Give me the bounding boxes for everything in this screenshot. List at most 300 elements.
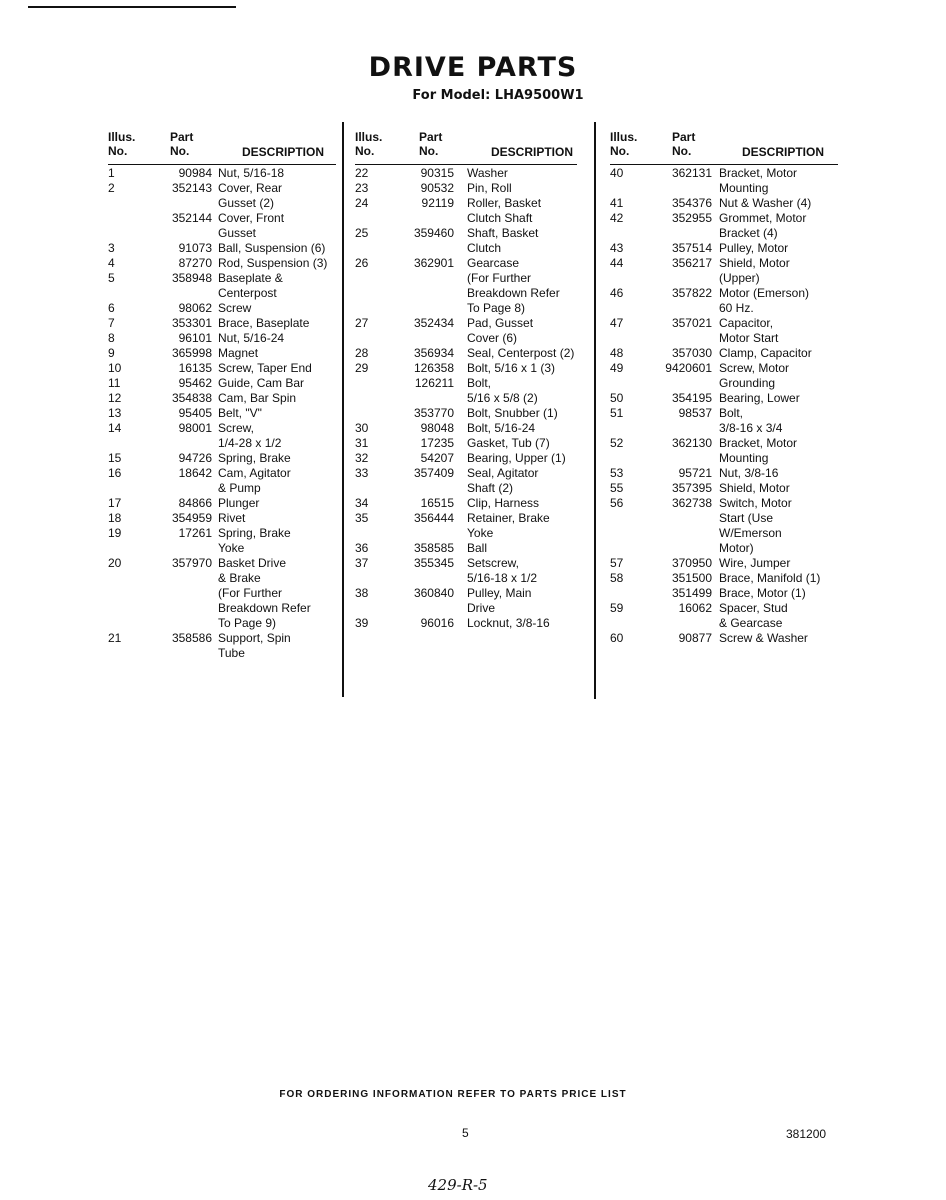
description-line: Setscrew,	[467, 556, 520, 570]
part-row	[355, 451, 577, 466]
part-row	[108, 256, 336, 271]
part-description	[218, 241, 336, 256]
description-header: DESCRIPTION	[242, 145, 325, 159]
illus-number: 21	[108, 631, 122, 645]
part-row	[355, 421, 577, 436]
description-line: & Pump	[218, 481, 261, 495]
description-line: Brace, Motor (1)	[719, 586, 806, 600]
illus-number: 9	[108, 346, 115, 360]
part-description	[719, 391, 838, 406]
description-line: Drive	[467, 601, 496, 615]
description-line: Shaft, Basket	[467, 226, 539, 240]
part-description	[719, 196, 838, 211]
description-line: Nut, 5/16-24	[218, 331, 285, 345]
part-description	[218, 271, 336, 301]
part-number: 16062	[678, 601, 712, 615]
part-number: 357970	[171, 556, 212, 570]
part-number: 362131	[671, 166, 712, 180]
illus-number: 6	[108, 301, 115, 315]
part-row	[355, 256, 577, 316]
part-description	[467, 556, 577, 586]
part-description	[719, 571, 838, 586]
illus-number: 8	[108, 331, 115, 345]
illus-number: 25	[355, 226, 369, 240]
description-line: Rod, Suspension (3)	[218, 256, 328, 270]
part-number: 351500	[671, 571, 712, 585]
description-line: Screw, Taper End	[218, 361, 312, 375]
description-line: & Gearcase	[719, 616, 783, 630]
part-description	[467, 196, 577, 226]
part-description	[218, 421, 336, 451]
description-line: (Upper)	[719, 271, 760, 285]
illus-number: 4	[108, 256, 115, 270]
part-description	[467, 166, 577, 181]
part-number: 90315	[420, 166, 454, 180]
part-number: 357514	[671, 241, 712, 255]
description-line: Bolt,	[467, 376, 492, 390]
description-line: 1/4-28 x 1/2	[218, 436, 282, 450]
description-line: Magnet	[218, 346, 259, 360]
part-description	[719, 481, 838, 496]
illus-header: Illus. No.	[108, 130, 136, 158]
part-number: 353301	[171, 316, 212, 330]
part-number: 357409	[413, 466, 454, 480]
part-description	[218, 301, 336, 316]
part-header: Part No.	[170, 130, 194, 158]
parts-rows	[108, 166, 336, 661]
illus-number: 11	[108, 376, 121, 390]
illus-number: 3	[108, 241, 115, 255]
part-row	[108, 391, 336, 406]
description-line: Yoke	[467, 526, 494, 540]
description-line: Brace, Manifold (1)	[719, 571, 821, 585]
part-description	[467, 451, 577, 466]
part-number: 352434	[413, 316, 454, 330]
part-row	[355, 196, 577, 226]
description-line: Clutch	[467, 241, 502, 255]
description-line: Mounting	[719, 451, 769, 465]
description-line: Roller, Basket	[467, 196, 542, 210]
illus-number: 17	[108, 496, 122, 510]
part-description	[719, 586, 838, 601]
illus-number: 49	[610, 361, 624, 375]
part-row	[355, 376, 577, 406]
description-line: Support, Spin	[218, 631, 291, 645]
description-line: (For Further	[218, 586, 283, 600]
description-line: Clip, Harness	[467, 496, 540, 510]
part-description	[218, 451, 336, 466]
parts-rows	[610, 166, 838, 646]
top-rule	[28, 6, 236, 8]
part-description	[719, 211, 838, 241]
part-row	[610, 601, 838, 631]
description-line: Screw, Motor	[719, 361, 790, 375]
part-row	[108, 271, 336, 301]
description-line: Cover, Rear	[218, 181, 283, 195]
description-line: Gearcase	[467, 256, 520, 270]
part-row	[355, 166, 577, 181]
part-description	[719, 346, 838, 361]
description-line: Baseplate &	[218, 271, 283, 285]
description-line: Cover (6)	[467, 331, 518, 345]
part-description	[467, 406, 577, 421]
part-description	[218, 526, 336, 556]
description-line: Bracket (4)	[719, 226, 778, 240]
part-description	[218, 166, 336, 181]
part-number: 370950	[671, 556, 712, 570]
part-row	[610, 631, 838, 646]
description-line: Grommet, Motor	[719, 211, 807, 225]
part-description	[467, 436, 577, 451]
description-line: Breakdown Refer	[218, 601, 311, 615]
part-number: 356934	[413, 346, 454, 360]
part-row	[610, 391, 838, 406]
description-line: Mounting	[719, 181, 769, 195]
illus-number: 33	[355, 466, 369, 480]
part-number: 358585	[413, 541, 454, 555]
description-line: Spring, Brake	[218, 526, 291, 540]
part-description	[467, 511, 577, 541]
part-number: 98048	[420, 421, 454, 435]
illus-number: 30	[355, 421, 369, 435]
part-description	[218, 406, 336, 421]
part-description	[719, 466, 838, 481]
part-number: 94726	[178, 451, 212, 465]
illus-number: 10	[108, 361, 122, 375]
description-line: Grounding	[719, 376, 776, 390]
part-row	[108, 301, 336, 316]
description-line: Spring, Brake	[218, 451, 291, 465]
part-number: 357395	[671, 481, 712, 495]
page-title: DRIVE PARTS	[368, 52, 578, 83]
part-number: 96016	[420, 616, 454, 630]
illus-number: 46	[610, 286, 624, 300]
part-row	[108, 511, 336, 526]
description-line: Seal, Agitator	[467, 466, 539, 480]
illus-number: 1	[108, 166, 115, 180]
part-number: 357822	[671, 286, 712, 300]
illus-number: 40	[610, 166, 624, 180]
part-description	[719, 241, 838, 256]
part-row	[108, 241, 336, 256]
part-row	[610, 556, 838, 571]
part-row	[610, 361, 838, 391]
description-line: Bearing, Upper (1)	[467, 451, 566, 465]
part-number: 54207	[420, 451, 454, 465]
illus-number: 58	[610, 571, 624, 585]
description-line: Belt, "V"	[218, 406, 262, 420]
description-line: Pin, Roll	[467, 181, 512, 195]
part-row	[355, 181, 577, 196]
description-line: 5/16 x 5/8 (2)	[467, 391, 538, 405]
part-row	[355, 406, 577, 421]
part-number: 355345	[413, 556, 454, 570]
illus-header: Illus. No.	[355, 130, 383, 158]
illus-number: 56	[610, 496, 624, 510]
description-line: Motor Start	[719, 331, 779, 345]
part-number: 98001	[178, 421, 212, 435]
illus-number: 29	[355, 361, 369, 375]
part-row	[108, 346, 336, 361]
part-number: 91073	[178, 241, 212, 255]
illus-number: 18	[108, 511, 122, 525]
description-line: 5/16-18 x 1/2	[467, 571, 538, 585]
illus-header: Illus. No.	[610, 130, 638, 158]
part-row	[108, 166, 336, 181]
part-row	[108, 331, 336, 346]
description-line: Pulley, Motor	[719, 241, 789, 255]
part-number: 17261	[178, 526, 212, 540]
part-number: 356444	[413, 511, 454, 525]
description-line: Motor (Emerson)	[719, 286, 810, 300]
illus-number: 19	[108, 526, 122, 540]
description-line: Bracket, Motor	[719, 436, 798, 450]
description-line: Bolt, 5/16-24	[467, 421, 536, 435]
description-line: Gusset	[218, 226, 257, 240]
description-line: & Brake	[218, 571, 261, 585]
description-line: Rivet	[218, 511, 246, 525]
illus-number: 34	[355, 496, 369, 510]
part-header: Part No.	[672, 130, 696, 158]
part-row	[610, 346, 838, 361]
illus-number: 57	[610, 556, 624, 570]
illus-number: 5	[108, 271, 115, 285]
illus-number: 16	[108, 466, 122, 480]
ordering-note: FOR ORDERING INFORMATION REFER TO PARTS PRICE LIST	[279, 1089, 627, 1100]
part-row	[108, 451, 336, 466]
part-description	[467, 616, 577, 631]
part-description	[467, 181, 577, 196]
illus-number: 51	[610, 406, 624, 420]
part-number: 16515	[420, 496, 454, 510]
column-divider	[594, 122, 596, 699]
part-description	[719, 631, 838, 646]
illus-number: 37	[355, 556, 369, 570]
illus-number: 52	[610, 436, 624, 450]
column-header	[355, 128, 577, 165]
description-line: Bolt, Snubber (1)	[467, 406, 558, 420]
part-row	[108, 211, 336, 241]
part-number: 95462	[178, 376, 212, 390]
part-description	[719, 316, 838, 346]
description-line: Bearing, Lower	[719, 391, 800, 405]
description-line: Retainer, Brake	[467, 511, 550, 525]
description-line: Nut, 5/16-18	[218, 166, 285, 180]
part-number: 98062	[178, 301, 212, 315]
illus-number: 24	[355, 196, 369, 210]
column-divider	[342, 122, 344, 697]
description-header: DESCRIPTION	[491, 145, 574, 159]
part-description	[467, 586, 577, 616]
part-description	[218, 256, 336, 271]
illus-number: 22	[355, 166, 369, 180]
description-line: Screw,	[218, 421, 255, 435]
description-line: Cam, Agitator	[218, 466, 291, 480]
part-row	[108, 316, 336, 331]
description-line: Gusset (2)	[218, 196, 275, 210]
part-description	[719, 286, 838, 316]
illus-number: 55	[610, 481, 624, 495]
description-line: Bolt, 5/16 x 1 (3)	[467, 361, 556, 375]
description-line: Shaft (2)	[467, 481, 514, 495]
part-description	[218, 496, 336, 511]
illus-number: 20	[108, 556, 122, 570]
part-row	[355, 511, 577, 541]
description-line: Screw	[218, 301, 252, 315]
description-line: Brace, Baseplate	[218, 316, 310, 330]
part-description	[719, 436, 838, 466]
part-number: 98537	[678, 406, 712, 420]
part-number: 87270	[178, 256, 212, 270]
illus-number: 35	[355, 511, 369, 525]
description-line: Nut, 3/8-16	[719, 466, 779, 480]
description-line: Cover, Front	[218, 211, 285, 225]
part-row	[355, 586, 577, 616]
description-line: Shield, Motor	[719, 256, 790, 270]
description-line: To Page 8)	[467, 301, 526, 315]
part-description	[719, 166, 838, 196]
description-line: Plunger	[218, 496, 260, 510]
part-number: 126358	[413, 361, 454, 375]
description-line: Start (Use	[719, 511, 774, 525]
illus-number: 50	[610, 391, 624, 405]
illus-number: 43	[610, 241, 624, 255]
part-description	[218, 466, 336, 496]
illus-number: 47	[610, 316, 624, 330]
description-line: Pad, Gusset	[467, 316, 534, 330]
part-row	[610, 211, 838, 241]
illus-number: 39	[355, 616, 369, 630]
illus-number: 27	[355, 316, 369, 330]
part-header: Part No.	[419, 130, 443, 158]
part-description	[719, 556, 838, 571]
illus-number: 60	[610, 631, 624, 645]
illus-number: 7	[108, 316, 115, 330]
part-row	[610, 586, 838, 601]
part-description	[218, 631, 336, 661]
part-description	[218, 376, 336, 391]
part-row	[610, 316, 838, 346]
description-line: To Page 9)	[218, 616, 277, 630]
illus-number: 41	[610, 196, 624, 210]
part-number: 90984	[178, 166, 212, 180]
part-number: 352143	[171, 181, 212, 195]
description-line: Ball, Suspension (6)	[218, 241, 326, 255]
part-number: 17235	[420, 436, 454, 450]
illus-number: 13	[108, 406, 122, 420]
description-line: Tube	[218, 646, 245, 660]
description-line: Clamp, Capacitor	[719, 346, 812, 360]
part-row	[610, 241, 838, 256]
part-row	[108, 556, 336, 631]
part-row	[355, 316, 577, 346]
part-number: 95721	[678, 466, 712, 480]
part-number: 357021	[671, 316, 712, 330]
description-line: Capacitor,	[719, 316, 774, 330]
illus-number: 44	[610, 256, 624, 270]
description-line: 60 Hz.	[719, 301, 754, 315]
part-row	[610, 571, 838, 586]
description-line: Switch, Motor	[719, 496, 792, 510]
description-line: Washer	[467, 166, 508, 180]
part-number: 351499	[671, 586, 712, 600]
description-line: Breakdown Refer	[467, 286, 560, 300]
part-row	[355, 226, 577, 256]
part-description	[719, 361, 838, 391]
illus-number: 28	[355, 346, 369, 360]
part-description	[218, 346, 336, 361]
part-description	[218, 511, 336, 526]
illus-number: 42	[610, 211, 624, 225]
illus-number: 48	[610, 346, 624, 360]
part-number: 354959	[171, 511, 212, 525]
part-number: 353770	[413, 406, 454, 420]
description-line: Wire, Jumper	[719, 556, 791, 570]
part-description	[467, 316, 577, 346]
part-row	[610, 481, 838, 496]
part-number: 9420601	[665, 361, 712, 375]
part-description	[467, 376, 577, 406]
part-number: 359460	[413, 226, 454, 240]
part-row	[610, 196, 838, 211]
part-description	[719, 496, 838, 556]
illus-number: 59	[610, 601, 624, 615]
part-row	[108, 406, 336, 421]
description-line: Motor)	[719, 541, 754, 555]
part-number: 365998	[171, 346, 212, 360]
illus-number: 36	[355, 541, 369, 555]
illus-number: 53	[610, 466, 624, 480]
description-line: 3/8-16 x 3/4	[719, 421, 783, 435]
description-line: Yoke	[218, 541, 245, 555]
parts-rows	[355, 166, 577, 631]
part-description	[467, 256, 577, 316]
part-row	[355, 496, 577, 511]
illus-number: 2	[108, 181, 115, 195]
part-row	[108, 631, 336, 661]
part-row	[108, 361, 336, 376]
part-description	[719, 601, 838, 631]
description-header: DESCRIPTION	[742, 145, 825, 159]
description-line: Bolt,	[719, 406, 744, 420]
illus-number: 32	[355, 451, 369, 465]
part-number: 362130	[671, 436, 712, 450]
part-number: 126211	[414, 376, 454, 390]
part-description	[467, 361, 577, 376]
description-line: Cam, Bar Spin	[218, 391, 297, 405]
part-description	[218, 211, 336, 241]
part-number: 352144	[171, 211, 212, 225]
part-row	[355, 436, 577, 451]
description-line: W/Emerson	[719, 526, 782, 540]
part-row	[108, 181, 336, 211]
part-description	[467, 466, 577, 496]
part-description	[467, 226, 577, 256]
part-row	[108, 526, 336, 556]
description-line: Bracket, Motor	[719, 166, 798, 180]
part-description	[467, 346, 577, 361]
part-number: 90877	[678, 631, 712, 645]
part-description	[218, 391, 336, 406]
description-line: Guide, Cam Bar	[218, 376, 305, 390]
part-row	[355, 616, 577, 631]
part-description	[719, 406, 838, 436]
model-label: For Model: LHA9500W1	[412, 88, 584, 103]
part-number: 90532	[420, 181, 454, 195]
part-row	[610, 256, 838, 286]
description-line: Clutch Shaft	[467, 211, 533, 225]
column-header	[610, 128, 838, 165]
